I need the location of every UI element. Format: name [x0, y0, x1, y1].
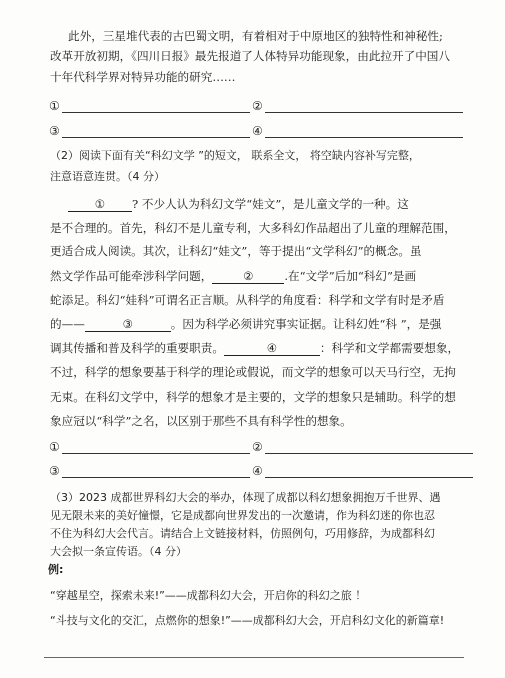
answer-blank-3[interactable] — [62, 137, 250, 138]
passage-line-5: 蛇添足。科幻“娃科”可谓名正言顺。从科学的角度看：科学和文学有时是矛盾 — [50, 293, 445, 307]
example-slogan-1: “穿越星空，探索未来!”——成都科幻大会，开启你的科幻之旅 ！ — [50, 589, 367, 602]
answer-blank-6[interactable] — [265, 453, 473, 454]
q3-line-1: （3）2023 成都世界科幻大会的举办，体现了成都以科幻想象拥抱万千世界、遇 — [50, 491, 441, 504]
answer-blank-5[interactable] — [62, 453, 250, 454]
passage-line-1: ① ? 不少人认为科幻文学“娃文”，是儿童文学的一种。这 — [68, 196, 505, 212]
passage-line-9: 无束。在科幻文学中，科学的想象才是主要的，文学的想象只是辅助。科学的想 — [50, 390, 456, 404]
answer-label-1: ① — [49, 99, 60, 113]
answer-label-4: ④ — [252, 124, 263, 138]
example-slogan-2: “斗技与文化的交汇，点燃你的想象!”——成都科幻大会，开启科幻文化的新篇章! — [50, 614, 445, 627]
answer-label-7: ③ — [49, 464, 60, 478]
passage-line-7: 调其传播和普及科学的重要职责。 ④ ：科学和文学都需要想象， — [50, 341, 460, 355]
intro-line-1: 此外，三星堆代表的古巴蜀文明，有着相对于中原地区的独特性和神秘性; — [68, 29, 443, 43]
answer-blank-4[interactable] — [265, 137, 463, 138]
passage-line-6: 的—— ③ 。因为科学必须讲究事实证据。让科幻姓“科 ”，是强 — [50, 317, 442, 331]
passage-blank-4[interactable]: ④ — [224, 341, 320, 356]
answer-row-3 — [0, 440, 505, 456]
q3-line-4: 大会拟一条宣传语。（4 分） — [50, 545, 187, 558]
q3-line-2: 见无限未来的美好憧憬，它是成都向世界发出的一次邀请，作为科幻迷的你也忍 — [50, 509, 435, 522]
passage-line-2: 是不合理的。首先，科幻不是儿童专利，大多科幻作品超出了儿童的理解范围， — [50, 221, 456, 235]
example-label: 例: — [48, 563, 64, 576]
q2-instruction-line-2: 注意语意连贯。（4 分） — [50, 170, 165, 183]
answer-blank-7[interactable] — [62, 477, 250, 478]
answer-label-6: ② — [252, 440, 263, 454]
answer-label-2: ② — [252, 99, 263, 113]
passage-line-10: 象应冠以“科学”之名，以区别于那些不具有科学性的想象。 — [50, 414, 352, 428]
answer-label-8: ④ — [252, 464, 263, 478]
q3-line-3: 不住为科幻大会代言。请结合上文链接材料，仿照例句，巧用修辞，为成都科幻 — [50, 527, 435, 540]
intro-line-3: 十年代科学界对特异功能的研究…… — [50, 70, 236, 84]
answer-blank-2[interactable] — [265, 112, 463, 113]
answer-blank-8[interactable] — [265, 477, 473, 478]
answer-row-1 — [0, 99, 505, 115]
answer-row-4 — [0, 464, 505, 480]
passage-blank-2[interactable]: ② — [212, 269, 284, 284]
intro-line-2: 改革开放初期，《四川日报》最先报道了人体特异功能现象，由此拉开了中国八 — [50, 49, 450, 63]
answer-label-5: ① — [49, 440, 60, 454]
passage-blank-3[interactable]: ③ — [85, 317, 171, 332]
passage-line-3: 更适合成人阅读。其次，让科幻“娃文”，等于提出“文学科幻”的概念。虽 — [50, 244, 422, 258]
answer-blank-1[interactable] — [62, 112, 250, 113]
answer-line[interactable] — [44, 657, 464, 658]
answer-label-3: ③ — [49, 124, 60, 138]
q2-instruction-line-1: （2）阅读下面有关“科幻文学 ”的短文， 联系全文， 将空缺内容补写完整， — [50, 149, 420, 162]
passage-line-4: 然文学作品可能牵涉科学问题， ② .在“文学”后加“科幻”是画 — [50, 269, 417, 283]
passage-blank-1[interactable]: ① — [68, 197, 132, 212]
passage-line-8: 不过，科学的想象要基于科学的理论或假说，而文学的想象可以天马行空，无拘 — [50, 365, 456, 379]
answer-row-2 — [0, 124, 505, 140]
